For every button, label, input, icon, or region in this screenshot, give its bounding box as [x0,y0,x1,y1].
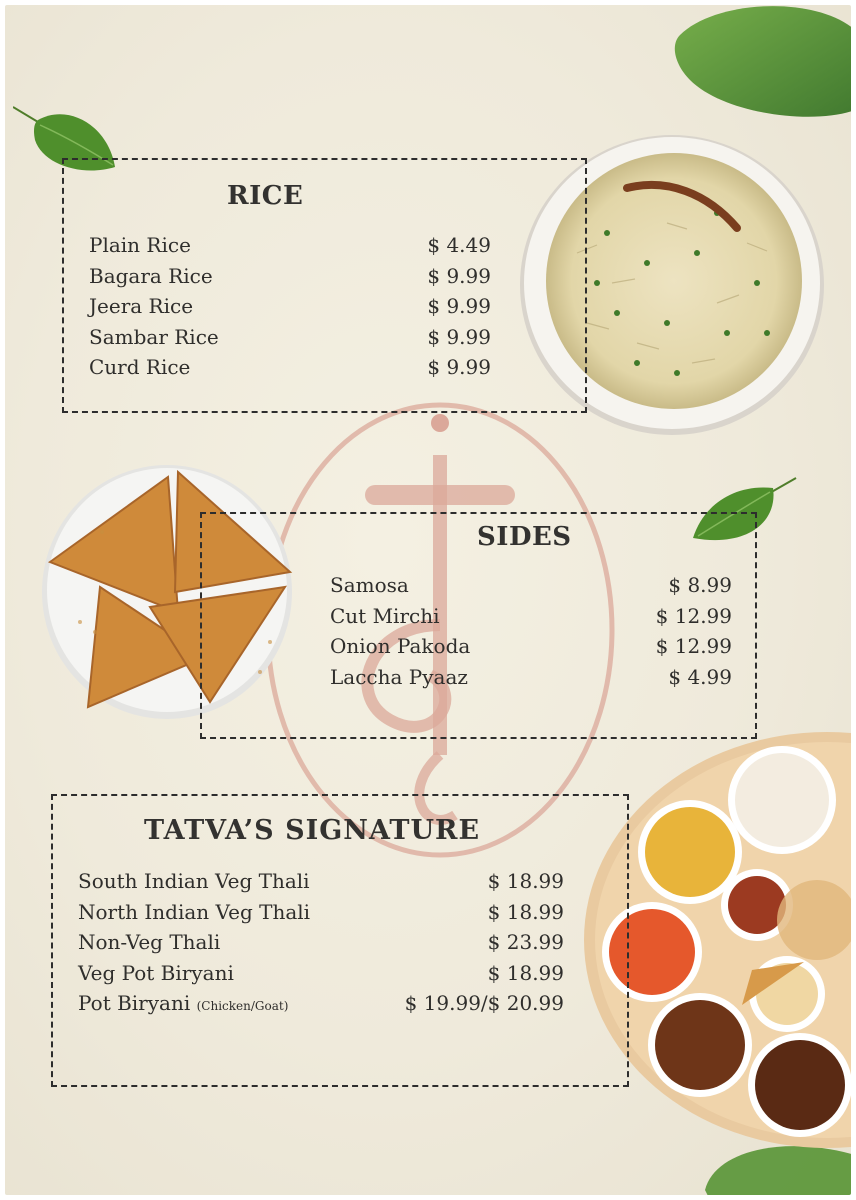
menu-item-name: Bagara Rice [89,263,213,288]
menu-item-price: $ 19.99/$ 20.99 [404,991,564,1015]
menu-item [89,325,491,356]
menu-item-name-with-note [78,991,288,1015]
menu-item-price: $ 9.99 [427,294,491,318]
menu-item [330,665,732,696]
menu-item-name: Jeera Rice [89,294,194,318]
menu-item-name: Onion Pakoda [330,634,471,658]
menu-item-price: $ 9.99 [427,263,491,288]
menu-item-price: $ 18.99 [487,960,564,985]
menu-item-price: $ 4.99 [668,664,732,689]
rice-section-title: RICE [227,181,304,211]
menu-item-name: Pot Biryani [78,991,191,1015]
menu-item-name: Sambar Rice [89,324,219,349]
menu-page [5,5,851,1195]
menu-item-price: $ 23.99 [487,930,564,954]
menu-item-name: Laccha Pyaaz [330,664,468,689]
menu-item [78,869,564,900]
menu-item [89,233,491,264]
menu-item-price: $ 4.49 [427,233,491,257]
menu-item [89,294,491,325]
menu-item [330,573,732,604]
menu-item [330,604,732,635]
menu-item [330,634,732,665]
leaf-top-right-icon [665,5,851,120]
menu-item-name: Non-Veg Thali [78,930,221,954]
menu-item-price: $ 18.99 [487,899,564,924]
menu-item-price: $ 9.99 [427,355,491,379]
menu-item-name: North Indian Veg Thali [78,899,311,924]
menu-item-name: Cut Mirchi [330,603,440,628]
menu-item-price: $ 12.99 [655,634,732,658]
menu-item-name: South Indian Veg Thali [78,869,310,893]
menu-item-price: $ 9.99 [427,324,491,349]
signature-section-title: TATVA’S SIGNATURE [144,815,481,846]
menu-item [78,991,564,1022]
menu-item-name: Samosa [330,573,409,597]
rice-menu-list [89,233,491,386]
menu-item-name: Plain Rice [89,233,191,257]
menu-item-price: $ 8.99 [668,573,732,597]
menu-item [89,355,491,386]
signature-menu-list [78,869,564,1022]
menu-item-name: Curd Rice [89,355,191,379]
sides-section-title: SIDES [477,522,572,552]
menu-item [78,930,564,961]
menu-item [78,900,564,931]
menu-item [78,961,564,992]
sides-menu-list [330,573,732,695]
menu-item-name: Veg Pot Biryani [78,960,234,985]
menu-item [89,264,491,295]
menu-item-price: $ 18.99 [487,869,564,893]
menu-item-price: $ 12.99 [655,603,732,628]
menu-item-note: (Chicken/Goat) [196,999,289,1013]
